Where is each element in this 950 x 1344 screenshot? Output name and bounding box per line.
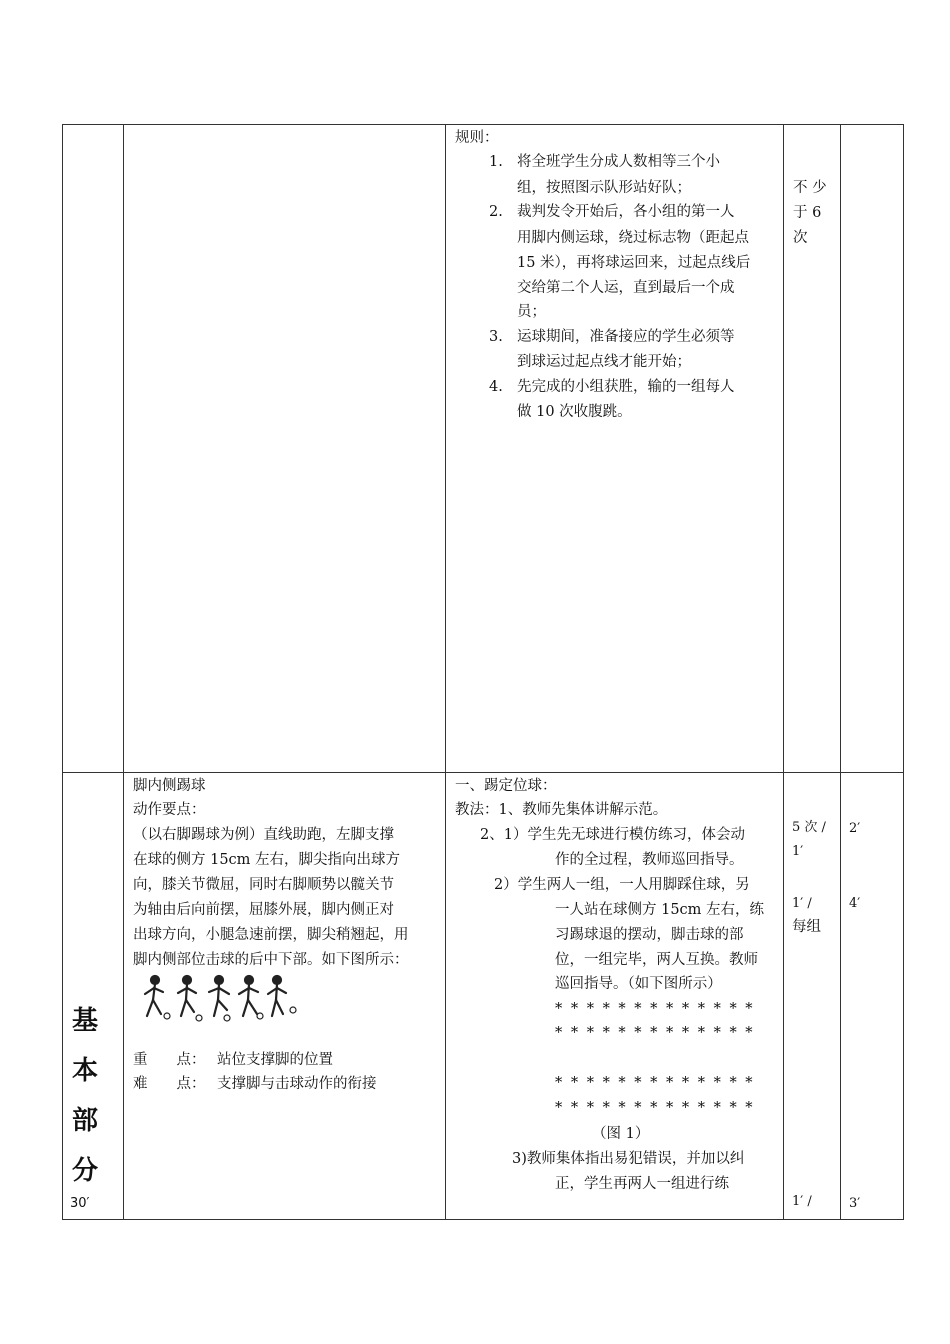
count-text: 1′ [792,844,804,859]
rule-line: 裁判发令开始后，各小组的第一人 [517,204,735,220]
col-border-2 [445,124,446,1220]
rule-number: 4. [489,379,503,395]
method-step-line: 2、1）学生先无球进行模仿练习，体会动 [480,827,745,843]
content-paragraph-line: 出球方向，小腿急速前摆，脚尖稍翘起，用 [133,927,409,943]
method-intro: 教法：1、教师先集体讲解示范。 [455,802,668,818]
method-heading: 一、踢定位球： [455,778,557,794]
content-title: 脚内侧踢球 [133,778,206,794]
method-step-line: 2）学生两人一组，一人用脚踩住球，另 [494,877,750,893]
col-border-left [62,124,63,1220]
count-text: 于 6 [793,205,822,221]
content-paragraph-line: （以右脚踢球为例）直线助跑，左脚支撑 [133,827,394,843]
section-label-char: 本 [71,1056,98,1086]
kicking-illustration [137,974,303,1028]
count-text: 不 少 [793,180,827,196]
time-text: 4′ [849,896,861,911]
time-text: 3′ [849,1196,861,1211]
content-paragraph-line: 向，膝关节微屈，同时右脚顺势以髋关节 [133,877,394,893]
content-paragraph-line: 脚内侧部位击球的后中下部。如下图所示： [133,952,409,968]
count-text: 每组 [792,919,821,935]
rule-line: 到球运过起点线才能开始； [517,354,691,370]
section-label-char: 分 [71,1156,98,1186]
rule-line: 组，按照图示队形站好队； [517,180,691,196]
difficulty-label: 难 点： [133,1076,206,1092]
formation-row: * * * * * * * * * * * * * [555,1100,755,1116]
section-label-char: 部 [71,1106,98,1136]
col-border-4 [840,124,841,1220]
table-bottom-border [62,1219,904,1220]
section-label-char: 基 [71,1006,98,1036]
rule-line: 先完成的小组获胜，输的一组每人 [517,379,735,395]
rule-line: 做 10 次收腹跳。 [517,404,632,420]
content-paragraph-line: 在球的侧方 15cm 左右，脚尖指向出球方 [133,852,401,868]
rule-number: 1. [489,154,503,170]
col-border-3 [783,124,784,1220]
method-step-line: 巡回指导。（如下图所示） [555,976,722,992]
formation-row: * * * * * * * * * * * * * [555,1025,755,1041]
difficulty-text: 支撑脚与击球动作的衔接 [217,1076,377,1092]
method-step-line: 习踢球退的摆动，脚击球的部 [555,927,744,943]
time-text: 2′ [849,821,861,836]
method-step-line: 位，一组完毕，两人互换。教师 [555,952,758,968]
count-text: 1′ / [792,1194,812,1209]
col-border-right [903,124,904,1220]
count-text: 1′ / [792,896,812,911]
rule-line: 交给第二个人运，直到最后一个成 [517,280,735,296]
rule-number: 3. [489,329,503,345]
rule-number: 2. [489,204,503,220]
count-text: 次 [793,230,808,246]
figure-caption: （图 1） [592,1126,650,1142]
table-top-border [62,124,904,125]
method-step-line: 一人站在球侧方 15cm 左右，练 [555,902,765,918]
rule-line: 将全班学生分成人数相等三个小 [517,154,720,170]
content-subtitle: 动作要点： [133,802,206,818]
col-border-1 [123,124,124,1220]
count-text: 5 次 / [792,820,826,835]
method-step-line: 作的全过程，教师巡回指导。 [555,852,744,868]
method-step-line: 正，学生再两人一组进行练 [555,1176,729,1192]
rules-title: 规则： [455,130,499,146]
formation-row: * * * * * * * * * * * * * [555,1001,755,1017]
key-point-text: 站位支撑脚的位置 [217,1052,333,1068]
formation-row: * * * * * * * * * * * * * [555,1075,755,1091]
key-point-label: 重 点： [133,1052,206,1068]
section-time: 30′ [70,1196,90,1211]
rule-line: 运球期间，准备接应的学生必须等 [517,329,735,345]
content-paragraph-line: 为轴由后向前摆，屈膝外展，脚内侧正对 [133,902,394,918]
rule-line: 员； [517,304,546,320]
rule-line: 15 米），再将球运回来，过起点线后 [517,255,751,271]
method-step-line: 3)教师集体指出易犯错误，并加以纠 [512,1151,745,1167]
row-divider [62,772,904,773]
rule-line: 用脚内侧运球，绕过标志物（距起点 [517,230,749,246]
